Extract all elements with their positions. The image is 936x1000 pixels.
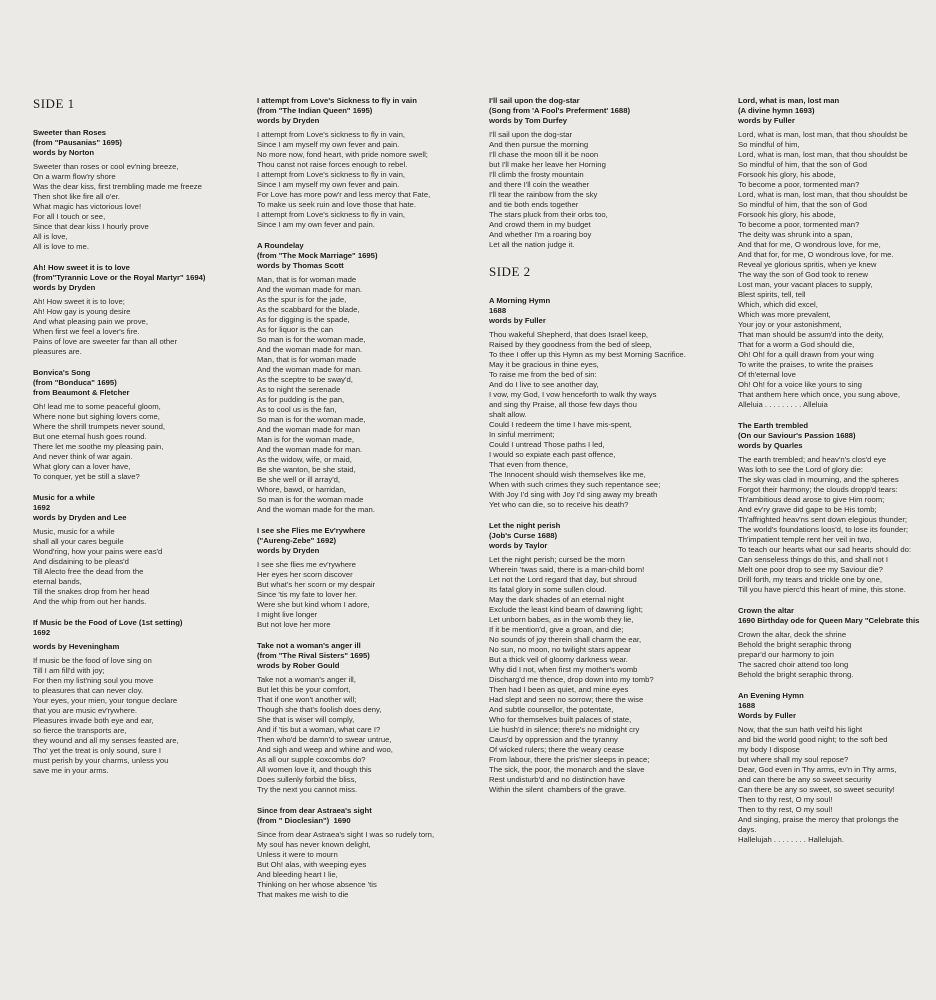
- lyric-line: What magic has victorious love!: [33, 202, 142, 211]
- song-title-line: Ah! How sweet it is to love: [33, 263, 130, 272]
- lyric-line: Alleluia . . . . . . . . . Alleluia: [738, 400, 828, 409]
- lyric-line: No sounds of joy therein shall charm the ear,: [489, 635, 642, 644]
- lyric-line: As to cool us is the fan,: [257, 405, 337, 414]
- lyric-line: Can there be any so sweet, so sweet security!: [738, 785, 895, 794]
- lyric-line: Was loth to see the Lord of glory die:: [738, 465, 863, 474]
- lyric-line: And bleeding heart I lie,: [257, 870, 338, 879]
- lyric-line: Lord, what is man, lost man, that thou shouldst be: [738, 150, 908, 159]
- song-title-line: Take not a woman's anger ill: [257, 641, 361, 650]
- song-title-line: (Song from 'A Fool's Preferment' 1688): [489, 106, 631, 115]
- lyric-line: Discharg'd me thence, drop down into my tomb?: [489, 675, 654, 684]
- text-column-3: [489, 96, 721, 806]
- lyric-line: I'll sail upon the dog-star: [489, 130, 573, 139]
- lyric-line: Since that dear kiss I hourly prove: [33, 222, 149, 231]
- song-title-line: 1692: [33, 503, 51, 512]
- lyric-line: Where the shrill trumpets never sound,: [33, 422, 166, 431]
- lyric-line: Then to thy rest, O my soul!: [738, 795, 833, 804]
- lyric-line: and can there be any so sweet security: [738, 775, 872, 784]
- song-block: [738, 691, 936, 845]
- song-title-line: If Music be the Food of Love (1st setting): [33, 618, 183, 627]
- song-title-line: Crown the altar: [738, 606, 794, 615]
- lyric-line: Ah! How gay is young desire: [33, 307, 131, 316]
- song-block: [738, 96, 936, 410]
- song-title-line: The Earth trembled: [738, 421, 809, 430]
- lyric-line: But Oh! alas, with weeping eyes: [257, 860, 367, 869]
- lyric-line: Tho' yet the treat is only sound, sure I: [33, 746, 161, 755]
- song-block: [257, 241, 489, 515]
- lyric-line: I attempt from Love's sickness to fly in vain,: [257, 210, 406, 219]
- lyric-line: Were she but kind whom I adore,: [257, 600, 370, 609]
- lyric-line: eternal bands,: [33, 577, 82, 586]
- song-title-line: words by Norton: [33, 148, 95, 157]
- song-title-line: words by Dryden: [257, 546, 320, 555]
- song-title-line: (On our Saviour's Passion 1688): [738, 431, 856, 440]
- lyric-line: Of wicked rulers; there the weary cease: [489, 745, 625, 754]
- side-heading: SIDE 2: [489, 264, 531, 279]
- song-title-line: from Beaumont & Fletcher: [33, 388, 130, 397]
- lyric-line: Your eyes, your mien, your tongue declare: [33, 696, 178, 705]
- lyric-line: And the woman made for man.: [257, 365, 363, 374]
- lyric-line: Since I am myself my own fever and pain.: [257, 140, 400, 149]
- lyric-line: Man is for the woman made,: [257, 435, 354, 444]
- lyric-line: Reveal ye glorious spritis, when ye knew: [738, 260, 877, 269]
- lyric-line: To become a poor, tormented man?: [738, 220, 860, 229]
- song-block: [257, 806, 489, 900]
- song-title-line: Let the night perish: [489, 521, 561, 530]
- lyric-line: Does sullenly forbid the bliss,: [257, 775, 357, 784]
- song-title-line: words by Fuller: [738, 116, 795, 125]
- lyric-line: That anthem here which once, you sung above,: [738, 390, 900, 399]
- lyric-line: All is love,: [33, 232, 68, 241]
- song-title-line: (from"Tyrannic Love or the Royal Martyr" 1694): [33, 273, 206, 282]
- lyric-line: I'll climb the frosty mountain: [489, 170, 584, 179]
- lyric-line: To teach our hearts what our sad hearts should do:: [738, 545, 912, 554]
- lyric-line: If it be mention'd, give a groan, and die;: [489, 625, 624, 634]
- lyric-line: to pleasures that can never cloy.: [33, 686, 144, 695]
- song-title-line: Words by Fuller: [738, 711, 796, 720]
- lyric-line: shall all your cares beguile: [33, 537, 124, 546]
- lyric-line: Blest spirits, tell, tell: [738, 290, 806, 299]
- lyric-line: Behold the bright seraphic throng: [738, 640, 852, 649]
- lyric-line: To conquer, yet be still a slave?: [33, 472, 140, 481]
- song-title-line: I attempt from Love's Sickness to fly in vain: [257, 96, 417, 105]
- lyric-line: I would so expiate each past offence,: [489, 450, 616, 459]
- side-heading: SIDE 1: [33, 96, 75, 111]
- lyric-line: When first we feel a lover's fire.: [33, 327, 140, 336]
- lyric-line: Till the snakes drop from her head: [33, 587, 150, 596]
- lyric-line: I attempt from Love's sickness to fly in vain,: [257, 170, 406, 179]
- lyric-line: The way the son of God took to renew: [738, 270, 868, 279]
- song-block: [257, 641, 489, 795]
- lyric-line: Then had I been as quiet, and mine eyes: [489, 685, 629, 694]
- song-title-line: words by Fuller: [489, 316, 546, 325]
- lyric-line: And the whip from out her hands.: [33, 597, 147, 606]
- song-block: [738, 606, 936, 680]
- song-title-line: (from "The Indian Queen" 1695): [257, 106, 373, 115]
- lyric-line: Be she well or ill array'd,: [257, 475, 341, 484]
- lyric-line: But not love her more: [257, 620, 331, 629]
- lyric-line: And what pleasing pain we prove,: [33, 317, 148, 326]
- lyric-line: Thinking on her whose absence 'tis: [257, 880, 377, 889]
- song-title-line: words by Dryden: [257, 116, 320, 125]
- lyric-line: To become a poor, tormented man?: [738, 180, 860, 189]
- song-title-line: wrods by Rober Gould: [257, 661, 340, 670]
- song-block: [489, 96, 721, 250]
- lyric-line: And the woman made for man.: [257, 345, 363, 354]
- lyric-line: And the woman made for man.: [257, 445, 363, 454]
- lyric-line: Of th'eternal love: [738, 370, 796, 379]
- song-title-line: (from "Bonduca" 1695): [33, 378, 117, 387]
- lyric-line: My soul has never known delight,: [257, 840, 371, 849]
- lyric-line: Exclude the least kind beam of dawning light;: [489, 605, 643, 614]
- lyric-line: As all our supple coxcombs do?: [257, 755, 366, 764]
- lyric-line: That if one won't another will;: [257, 695, 357, 704]
- lyric-line: Whore, bawd, or harridan,: [257, 485, 346, 494]
- lyric-line: Yet who can die, so to receive his death?: [489, 500, 629, 509]
- lyric-line: my body I dispose: [738, 745, 800, 754]
- lyric-line: There let me soothe my pleasing pain,: [33, 442, 164, 451]
- lyric-line: Her eyes her scorn discover: [257, 570, 353, 579]
- lyric-line: Pains of love are sweeter far than all other: [33, 337, 178, 346]
- lyric-line: The sick, the poor, the monarch and the slave: [489, 765, 645, 774]
- song-block: [33, 368, 265, 482]
- lyric-line: Then to thy rest, O my soul!: [738, 805, 833, 814]
- lyric-line: Try the next you cannot miss.: [257, 785, 358, 794]
- lyric-line: prepar'd our harmony to join: [738, 650, 834, 659]
- lyric-line: With Joy I'd sing with Joy I'd sing away my breath: [489, 490, 658, 499]
- lyric-line: Melt one poor drop to see my Saviour die?: [738, 565, 883, 574]
- lyric-line: but I'll make her leave her Horning: [489, 160, 606, 169]
- text-column-4: [738, 96, 936, 856]
- lyric-line: Wherein 'twas said, there is a man-child born!: [489, 565, 645, 574]
- lyric-line: Let not the Lord regard that day, but shroud: [489, 575, 637, 584]
- lyric-line: And subtle counsellor, the potentate,: [489, 705, 614, 714]
- text-column-2: [257, 96, 489, 911]
- lyric-line: That makes me wish to die: [257, 890, 349, 899]
- lyric-line: And do I live to see another day,: [489, 380, 599, 389]
- song-title-line: (from "Pausanias" 1695): [33, 138, 122, 147]
- lyric-line: Why did I not, when first my mother's womb: [489, 665, 638, 674]
- song-title-line: 1690 Birthday ode for Queen Mary "Celebrate this: [738, 616, 920, 625]
- lyric-line: I vow, my God, I vow henceforth to walk thy ways: [489, 390, 657, 399]
- lyric-line: Let all the nation judge it.: [489, 240, 575, 249]
- lyric-line: Though she that's foolish does deny,: [257, 705, 382, 714]
- lyric-line: Then who'd be damn'd to swear untrue,: [257, 735, 392, 744]
- lyric-line: To raise me from the bed of sin:: [489, 370, 597, 379]
- lyric-line: So man is for the woman made,: [257, 415, 366, 424]
- lyric-line: The Innocent should wish themselves like me,: [489, 470, 646, 479]
- lyric-line: May it be gracious in thine eyes,: [489, 360, 599, 369]
- lyric-line: must perish by your charms, unless you: [33, 756, 169, 765]
- song-title-line: words by Tom Durfey: [489, 116, 568, 125]
- lyric-line: they wound and all my senses feasted are,: [33, 736, 179, 745]
- song-title-line: ("Aureng-Zebe" 1692): [257, 536, 337, 545]
- lyric-line: Who for themselves built palaces of state,: [489, 715, 632, 724]
- lyric-line: but where shall my soul repose?: [738, 755, 849, 764]
- lyric-line: Hallelujah . . . . . . . . Hallelujah.: [738, 835, 844, 844]
- lyric-line: When with such crimes they such repentance see;: [489, 480, 661, 489]
- lyric-line: As the widow, wife, or maid,: [257, 455, 352, 464]
- lyric-line: And whether I'm a roaring boy: [489, 230, 592, 239]
- lyric-line: In sinful merriment;: [489, 430, 555, 439]
- lyric-line: Since 'tis my fate to lover her.: [257, 590, 358, 599]
- lyric-line: Thou wakeful Shepherd, that does Israel keep,: [489, 330, 648, 339]
- lyric-line: Let the night perish; cursed be the morn: [489, 555, 625, 564]
- lyric-line: No sun, no moon, no twilight stars appear: [489, 645, 631, 654]
- lyric-line: Drill forth, my tears and trickle one by one,: [738, 575, 882, 584]
- lyric-line: Thou canst not raise forces enough to rebel.: [257, 160, 408, 169]
- song-block: [33, 493, 265, 607]
- lyric-line: Since I am my own fever and pain.: [257, 220, 375, 229]
- lyric-line: She that is wiser will comply,: [257, 715, 355, 724]
- lyric-line: So mindful of him, that the son of God: [738, 160, 868, 169]
- lyric-line: The sky was clad in mourning, and the spheres: [738, 475, 899, 484]
- lyric-line: Which, which did excel,: [738, 300, 818, 309]
- lyric-line: Raised by they goodness from the bed of sleep,: [489, 340, 652, 349]
- lyric-line: Oh! lead me to some peaceful gloom,: [33, 402, 161, 411]
- lyric-line: That for a worm a God should die,: [738, 340, 855, 349]
- lyric-line: No more now, fond heart, with pride nomore swell;: [257, 150, 428, 159]
- lyric-line: The world's foundations loos'd, to lose its founder;: [738, 525, 909, 534]
- lyric-line: days.: [738, 825, 757, 834]
- song-title-line: (from "The Mock Marriage" 1695): [257, 251, 378, 260]
- song-title-line: I'll sail upon the dog-star: [489, 96, 580, 105]
- song-title-line: I see she Flies me Ev'rywhere: [257, 526, 366, 535]
- song-title-line: Lord, what is man, lost man: [738, 96, 840, 105]
- lyric-line: To make us seek ruin and love those that hate.: [257, 200, 416, 209]
- lyric-line: Since I am myself my own fever and pain.: [257, 180, 400, 189]
- song-title-line: 1692: [33, 628, 51, 637]
- lyric-line: Be she wanton, be she staid,: [257, 465, 356, 474]
- song-title-line: words by Dryden and Lee: [33, 513, 127, 522]
- lyric-line: Lost man, your vacant places to supply,: [738, 280, 873, 289]
- lyric-line: Lord, what is man, lost man, that thou shouldst be: [738, 190, 908, 199]
- song-title-line: Sweeter than Roses: [33, 128, 107, 137]
- lyric-line: All is love to me.: [33, 242, 89, 251]
- song-title-line: words by Taylor: [489, 541, 548, 550]
- lyric-line: On a warm flow'ry shore: [33, 172, 116, 181]
- song-title-line: A Roundelay: [257, 241, 304, 250]
- lyric-line: Pleasures invade both eye and ear,: [33, 716, 154, 725]
- song-title-line: 1688: [489, 306, 507, 315]
- lyric-line: Wond'ring, how your pains were eas'd: [33, 547, 163, 556]
- lyric-line: Oh! Oh! for a voice like yours to sing: [738, 380, 862, 389]
- lyric-line: And the woman made for man: [257, 425, 360, 434]
- lyric-line: But what's her scorn or my despair: [257, 580, 376, 589]
- lyric-line: If music be the food of love sing on: [33, 656, 152, 665]
- lyric-line: Man, that is for woman made: [257, 275, 357, 284]
- lyric-line: The earth trembled; and heav'n's clos'd eye: [738, 455, 886, 464]
- lyric-line: Which was more prevalent,: [738, 310, 831, 319]
- lyric-line: To write the praises, to write the praises: [738, 360, 874, 369]
- lyric-line: As to night the serenade: [257, 385, 341, 394]
- lyric-line: Sweeter than roses or cool ev'ning breeze,: [33, 162, 179, 171]
- lyric-line: So mindful of him,: [738, 140, 800, 149]
- lyric-line: Was the dear kiss, first trembling made me freeze: [33, 182, 202, 191]
- lyric-line: I'll tear the rainbow from the sky: [489, 190, 598, 199]
- lyric-line: As the sceptre to be sway'd,: [257, 375, 353, 384]
- lyric-line: Within the silent chambers of the grave.: [489, 785, 627, 794]
- lyric-line: Rest undisturb'd and no distinction have: [489, 775, 626, 784]
- lyric-line: Take not a woman's anger ill,: [257, 675, 356, 684]
- song-block: [738, 421, 936, 595]
- lyric-line: I attempt from Love's sickness to fly in vain,: [257, 130, 406, 139]
- lyric-line: Lord, what is man, lost man, that thou shouldst be: [738, 130, 908, 139]
- lyric-line: I might live longer: [257, 610, 318, 619]
- lyric-line: Can senseless things do this, and shall not I: [738, 555, 888, 564]
- text-column-1: [33, 96, 265, 787]
- lyric-line: And disdaining to be pleas'd: [33, 557, 129, 566]
- song-block: [489, 521, 721, 795]
- lyric-line: And the woman made for man.: [257, 285, 363, 294]
- lyric-line: and tie both ends together: [489, 200, 579, 209]
- lyric-line: But one eternal hush goes round.: [33, 432, 147, 441]
- lyric-line: But a thick veil of gloomy darkness wear.: [489, 655, 628, 664]
- lyric-line: Man, that is for woman made: [257, 355, 357, 364]
- song-title-line: words by Thomas Scott: [257, 261, 344, 270]
- lyric-line: As for digging is the spade,: [257, 315, 350, 324]
- lyric-line: From labour, there the pris'ner sleeps in peace;: [489, 755, 650, 764]
- lyric-line: The stars pluck from their orbs too,: [489, 210, 608, 219]
- lyric-line: As the spur is for the jade,: [257, 295, 347, 304]
- song-title-line: An Evening Hymn: [738, 691, 804, 700]
- song-block: [33, 618, 265, 776]
- song-title-line: 1688: [738, 701, 756, 710]
- lyric-line: Had slept and seen no sorrow; there the wise: [489, 695, 644, 704]
- lyric-line: Th'impatient temple rent her veil in two,: [738, 535, 872, 544]
- lyric-line: Now, that the sun hath veil'd his light: [738, 725, 863, 734]
- lyric-line: The sacred choir attend too long: [738, 660, 849, 669]
- lyric-line: Forsook his glory, his abode,: [738, 210, 836, 219]
- lyric-line: And that for, for me, O wondrous love, for me.: [738, 250, 894, 259]
- lyric-line: And never think of war again.: [33, 452, 133, 461]
- song-title-line: Since from dear Astraea's sight: [257, 806, 372, 815]
- lyric-line: For then my list'ning soul you move: [33, 676, 154, 685]
- lyric-line: For all I touch or see,: [33, 212, 106, 221]
- lyric-line: That even from thence,: [489, 460, 569, 469]
- lyric-line: Where none but sighing lovers come,: [33, 412, 160, 421]
- lyric-line: That man should be assum'd into the deity,: [738, 330, 884, 339]
- lyric-line: All women love it, and though this: [257, 765, 372, 774]
- song-block: [33, 128, 265, 252]
- lyric-line: May the dark shades of an eternal night: [489, 595, 625, 604]
- lyric-line: Its fatal glory in some sullen cloud.: [489, 585, 607, 594]
- lyric-line: And the woman made for the man.: [257, 505, 375, 514]
- lyric-line: Music, music for a while: [33, 527, 115, 536]
- song-credit-line: words by Heveningham: [33, 642, 120, 651]
- lyric-line: But let this be your comfort,: [257, 685, 351, 694]
- lyric-line: Since from dear Astraea's sight I was so rudely torn,: [257, 830, 435, 839]
- lyric-line: Forsook his glory, his abode,: [738, 170, 836, 179]
- lyric-line: And that for me, O wondrous love, for me,: [738, 240, 881, 249]
- lyric-line: Till I am fill'd with joy;: [33, 666, 105, 675]
- lyric-line: As for pudding is the pan,: [257, 395, 345, 404]
- lyric-line: that you are music ev'rywhere.: [33, 706, 138, 715]
- lyric-line: so fierce the transports are,: [33, 726, 127, 735]
- lyric-line: Dear, God even in Thy arms, ev'n in Thy arms,: [738, 765, 897, 774]
- lyric-line: And then pursue the morning: [489, 140, 589, 149]
- song-block: [257, 96, 489, 230]
- song-block: [257, 526, 489, 630]
- song-title-line: (from "The Rival Sisters" 1695): [257, 651, 370, 660]
- lyric-line: Let unborn babes, as in the womb they lie,: [489, 615, 634, 624]
- lyric-line: Till you have pierc'd this heart of mine, this stone.: [738, 585, 906, 594]
- lyric-line: And ev'ry grave did gape to be His tomb;: [738, 505, 877, 514]
- lyric-line: Forgot their harmony; the clouds dropp'd tears:: [738, 485, 898, 494]
- song-title-line: (from " Dioclesian") 1690: [257, 816, 351, 825]
- lyric-line: save me in your arms.: [33, 766, 109, 775]
- lyric-line: What glory can a lover have,: [33, 462, 131, 471]
- lyric-line: and bid the world good night; to the soft bed: [738, 735, 888, 744]
- lyric-line: Caus'd by oppression and the tyranny: [489, 735, 618, 744]
- lyric-line: Could I untread Those paths I led,: [489, 440, 605, 449]
- lyric-line: As the scabbard for the blade,: [257, 305, 360, 314]
- song-title-line: (A divine hymn 1693): [738, 106, 815, 115]
- lyric-line: Till Alecto free the dead from the: [33, 567, 144, 576]
- lyric-line: Your joy or your astonishment,: [738, 320, 842, 329]
- lyric-line: And if 'tis but a woman, what care I?: [257, 725, 381, 734]
- lyric-line: Then shot like fire all o'er.: [33, 192, 120, 201]
- lyric-line: So man is for the woman made,: [257, 335, 366, 344]
- lyric-line: Crown the altar, deck the shrine: [738, 630, 847, 639]
- song-block: [489, 296, 721, 510]
- lyric-line: and there I'll coin the weather: [489, 180, 590, 189]
- song-title-line: words by Dryden: [33, 283, 96, 292]
- lyric-line: Th'ambitious dead arose to give Him room;: [738, 495, 885, 504]
- lyric-line: Could I redeem the time I have mis-spent,: [489, 420, 632, 429]
- song-block: [33, 263, 265, 357]
- lyric-line: Th'affrighted heav'ns sent down elegious thunder;: [738, 515, 908, 524]
- lyric-line: I see she flies me ev'rywhere: [257, 560, 356, 569]
- lyric-line: Lie hush'd in silence; there's no midnight cry: [489, 725, 640, 734]
- lyric-line: And sigh and weep and whine and woo,: [257, 745, 393, 754]
- lyric-line: And singing, praise the mercy that prolongs the: [738, 815, 899, 824]
- lyric-line: Unless it were to mourn: [257, 850, 338, 859]
- lyric-line: I'll chase the moon till it be noon: [489, 150, 599, 159]
- lyric-line: pleasures are.: [33, 347, 82, 356]
- song-title-line: A Morning Hymn: [489, 296, 551, 305]
- lyric-line: And crowd them in my budget: [489, 220, 591, 229]
- lyric-line: As for liquor is the can: [257, 325, 334, 334]
- lyric-line: To thee I offer up this Hymn as my best Morning Sacrifice.: [489, 350, 686, 359]
- lyric-line: The deity was shrunk into a span,: [738, 230, 853, 239]
- song-title-line: Music for a while: [33, 493, 95, 502]
- lyric-line: Oh! Oh! for a quill drawn from your wing: [738, 350, 874, 359]
- lyric-line: and sing thy Praise, all those few days thou: [489, 400, 637, 409]
- lyric-line: shalt allow.: [489, 410, 527, 419]
- lyric-line: So man is for the woman made: [257, 495, 364, 504]
- song-title-line: Bonvica's Song: [33, 368, 91, 377]
- lyric-line: Behold the bright seraphic throng.: [738, 670, 854, 679]
- lyric-line: So mindful of him, that the son of God: [738, 200, 868, 209]
- lyric-line: Ah! How sweet it is to love;: [33, 297, 125, 306]
- lyric-line: For Love has more pow'r and less mercy that Fate,: [257, 190, 431, 199]
- song-title-line: (Job's Curse 1688): [489, 531, 558, 540]
- song-title-line: words by Quarles: [738, 441, 803, 450]
